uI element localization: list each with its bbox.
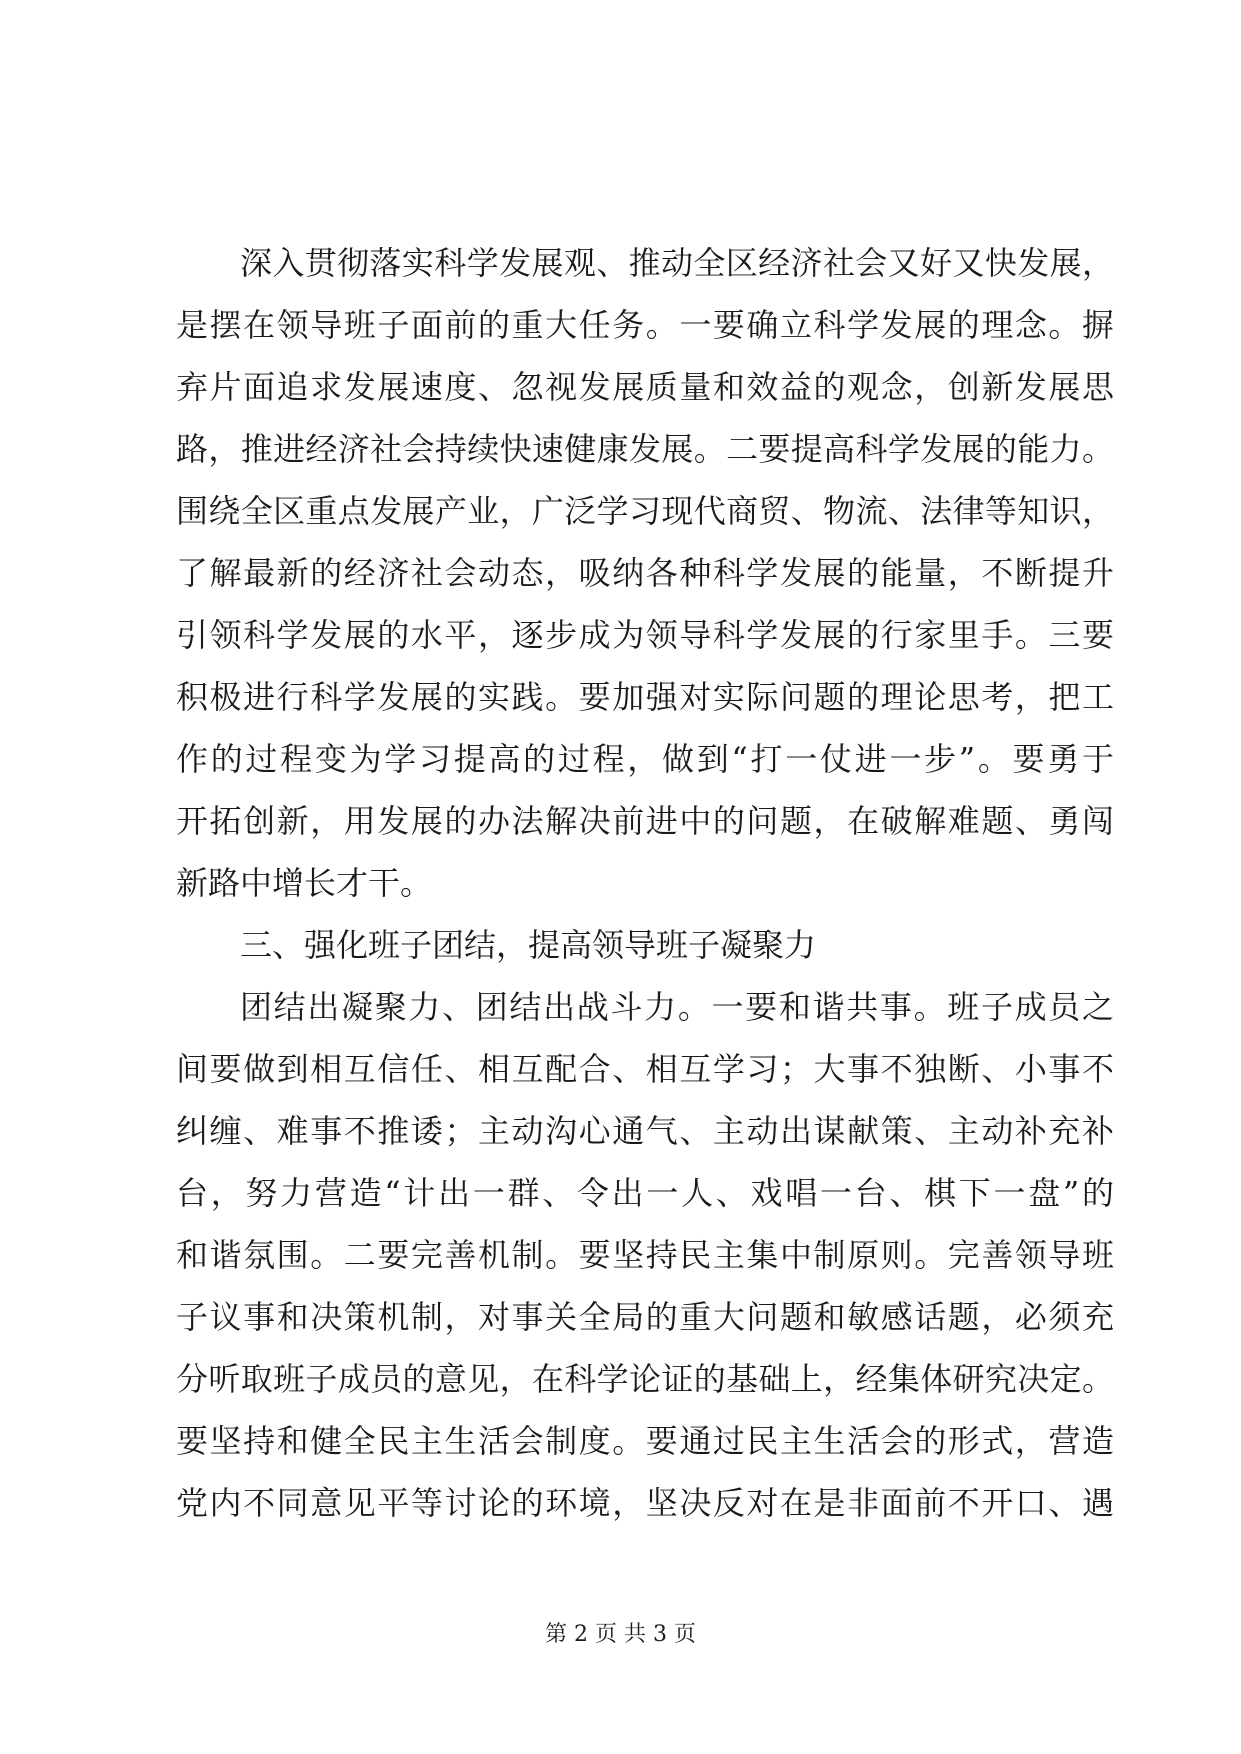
paragraph-1-line-11: 新路中增长才干。 (176, 864, 433, 902)
paragraph-1-line-6: 了解最新的经济社会动态，吸纳各种科学发展的能量，不断提升 (176, 554, 1114, 592)
paragraph-1-line-7: 引领科学发展的水平，逐步成为领导科学发展的行家里手。三要 (176, 616, 1114, 654)
paragraph-1-line-10: 开拓创新，用发展的办法解决前进中的问题，在破解难题、勇闯 (176, 802, 1114, 840)
paragraph-2-line-2: 间要做到相互信任、相互配合、相互学习；大事不独断、小事不 (176, 1050, 1114, 1088)
paragraph-1-line-4: 路，推进经济社会持续快速健康发展。二要提高科学发展的能力。 (176, 430, 1114, 468)
body-text (176, 232, 1114, 1534)
paragraph-2-line-9: 党内不同意见平等讨论的环境，坚决反对在是非面前不开口、遇 (176, 1484, 1114, 1522)
paragraph-1-line-9: 作的过程变为学习提高的过程，做到“打一仗进一步”。要勇于 (176, 740, 1114, 778)
paragraph-1-line-2: 是摆在领导班子面前的重大任务。一要确立科学发展的理念。摒 (176, 306, 1114, 344)
paragraph-1-line-8: 积极进行科学发展的实践。要加强对实际问题的理论思考，把工 (176, 678, 1114, 716)
paragraph-2-line-6: 子议事和决策机制，对事关全局的重大问题和敏感话题，必须充 (176, 1298, 1114, 1336)
paragraph-2-line-5: 和谐氛围。二要完善机制。要坚持民主集中制原则。完善领导班 (176, 1236, 1114, 1274)
paragraph-2-line-7: 分听取班子成员的意见，在科学论证的基础上，经集体研究决定。 (176, 1360, 1114, 1398)
section-heading: 三、强化班子团结，提高领导班子凝聚力 (240, 926, 817, 964)
paragraph-2-line-3: 纠缠、难事不推诿；主动沟心通气、主动出谋献策、主动补充补 (176, 1112, 1114, 1150)
page-footer: 第 2 页 共 3 页 (545, 1622, 696, 1647)
paragraph-1-line-3: 弃片面追求发展速度、忽视发展质量和效益的观念，创新发展思 (176, 368, 1114, 406)
paragraph-1-line-5: 围绕全区重点发展产业，广泛学习现代商贸、物流、法律等知识， (176, 492, 1114, 530)
paragraph-2-line-4: 台，努力营造“计出一群、令出一人、戏唱一台、棋下一盘”的 (176, 1174, 1114, 1212)
paragraph-1-line-1: 深入贯彻落实科学发展观、推动全区经济社会又好又快发展， (240, 244, 1114, 282)
paragraph-2-line-8: 要坚持和健全民主生活会制度。要通过民主生活会的形式，营造 (176, 1422, 1114, 1460)
paragraph-2-line-1: 团结出凝聚力、团结出战斗力。一要和谐共事。班子成员之 (240, 988, 1114, 1026)
